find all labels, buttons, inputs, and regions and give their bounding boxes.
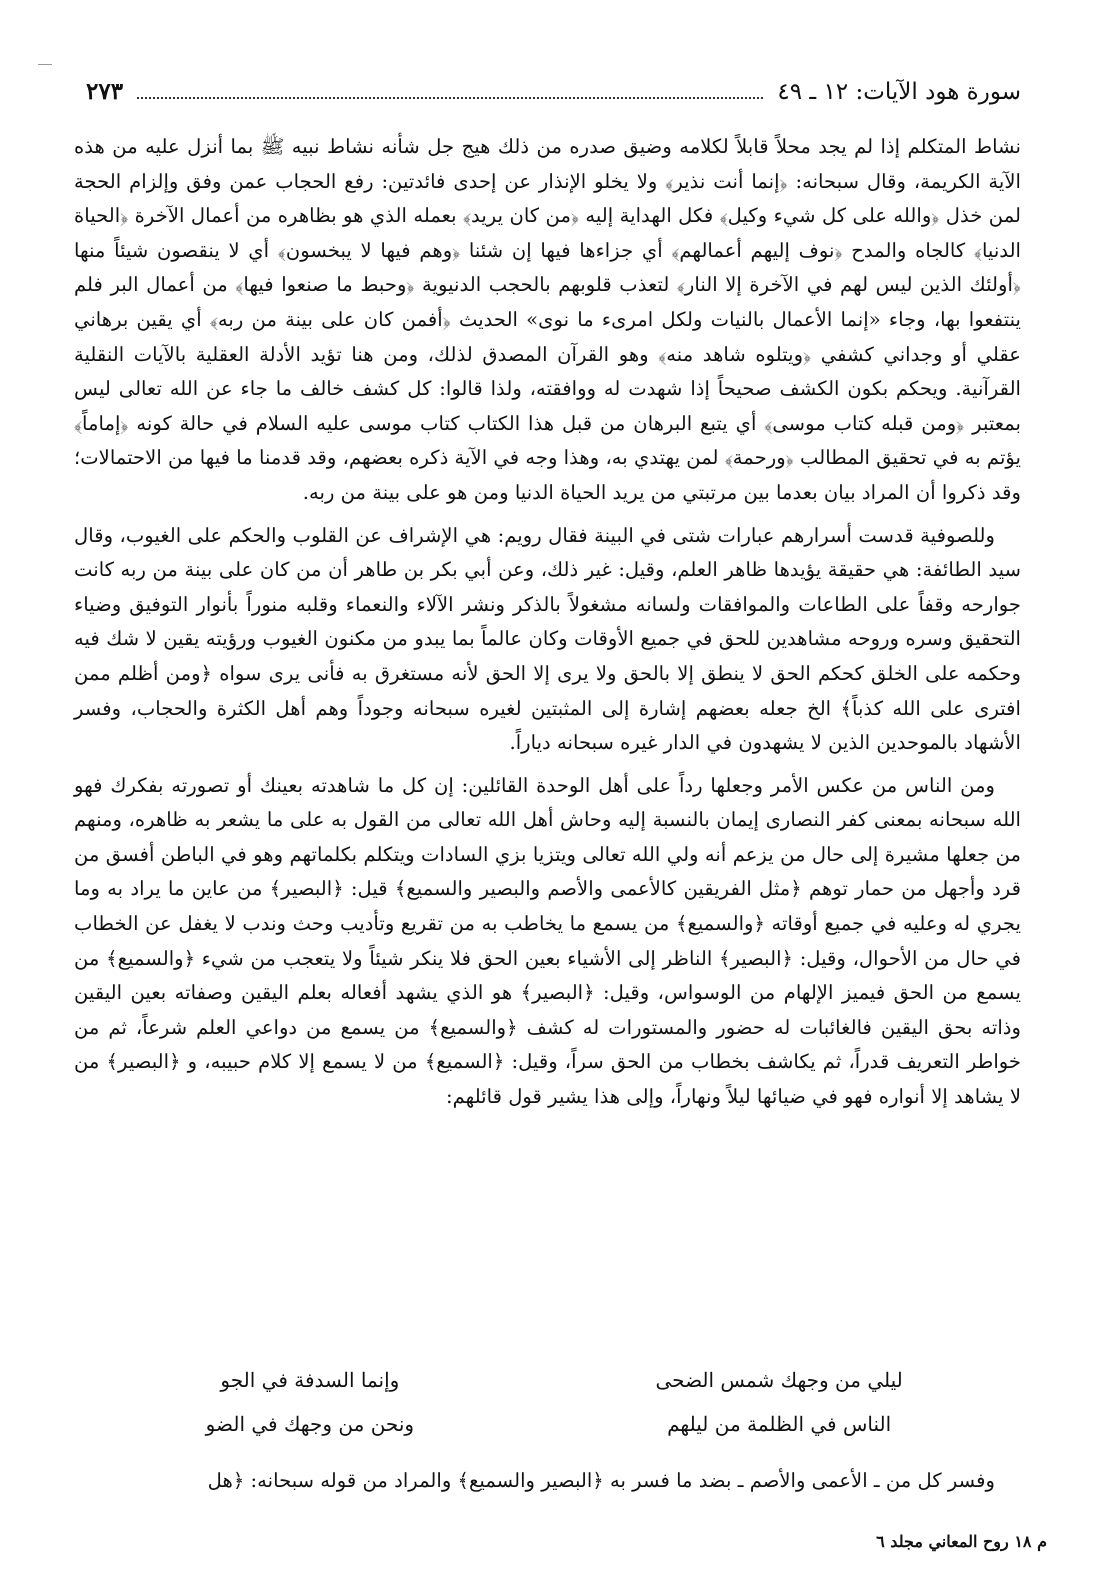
paragraph: نشاط المتكلم إذا لم يجد محلاً قابلاً لكلامه وضيق صدره من ذلك هيج جل شأنه نشاط نبيه ﷺ بما أنزل عليه من هذه الآية الكريمة، وقال سبحانه: ﴿إنما أنت نذير﴾ ولا يخلو الإنذار عن إحدى فائدتين: رفع الحجاب عمن وفق وإلزام الحجة لمن خذل ﴿والله على كل شيء وكيل﴾ فكل الهداية إليه ﴿من كان يريد﴾ بعمله الذي هو بظاهره من أعمال الآخرة ﴿الحياة الدنيا﴾ كالجاه والمدح ﴿نوف إليهم أعمالهم﴾ أي جزاءها فيها إن شئنا ﴿وهم فيها لا يبخسون﴾ أي لا ينقصون شيئاً منها ﴿أولئك الذين ليس لهم في الآخرة إلا النار﴾ لتعذب قلوبهم بالحجب الدنيوية ﴿وحبط ما صنعوا فيها﴾ من أعمال البر فلم ينتفعوا بها، وجاء «إنما الأعمال بالنيات ولكل امرىء ما نوى» الحديث ﴿أفمن كان على بينة من ربه﴾ أي يقين برهاني عقلي أو وجداني كشفي ﴿ويتلوه شاهد منه﴾ وهو القرآن المصدق لذلك، ومن هنا تؤيد الأدلة العقلية بالآيات النقلية القرآنية. ويحكم بكون الكشف صحيحاً إذا شهدت له ووافقته، ولذا قالوا: كل كشف خالف ما جاء عن الله تعالى ليس بمعتبر ﴿ومن قبله كتاب موسى﴾ أي يتبع البرهان من قبل هذا الكتاب كتاب موسى عليه السلام في حالة كونه ﴿إماماً﴾ يؤتم به في تحقيق المطالب ﴿ورحمة﴾ لمن يهتدي به، وهذا وجه في الآية ذكره بعضهم، وقد قدمنا ما فيها من الاحتمالات؛ وقد ذكروا أن المراد بيان بعدما بين مرتبتي من يريد الحياة الدنيا ومن هو على بينة من ربه. bbox=[74, 135, 1021, 504]
poem-hemistich-second: ونحن من وجهك في الضو bbox=[205, 1412, 415, 1436]
poem-verses bbox=[110, 1358, 979, 1446]
poem-hemistich-second: وإنما السدفة في الجو bbox=[220, 1368, 400, 1392]
commentary-body bbox=[74, 130, 1021, 1115]
paragraph: وللصوفية قدست أسرارهم عبارات شتى في البينة فقال رويم: هي الإشراف عن القلوب والحكم على الغيوب، وقال سيد الطائفة: هي حقيقة يؤيدها ظاهر العلم، وقيل: غير ذلك، وعن أبي بكر بن طاهر أن من كان على بينة من ربه كانت جوارحه وقفاً على الطاعات والموافقات ولسانه مشغولاً بالذكر ونشر الآلاء والنعماء وقلبه منوراً بأنوار التوفيق وضياء التحقيق وسره وروحه مشاهدين للحق في جميع الأوقات وكان عالماً بما يبدو من مكنون الغيوب ورؤيته يقين لا شك فيه وحكمه على الخلق كحكم الحق لا ينطق إلا بالحق ولا يرى إلا الحق لأنه مستغرق به فأنى يرى سواه ﴿ومن أظلم ممن افترى على الله كذباً﴾ الخ جعله بعضهم إشارة إلى المثبتين لغيره سبحانه وجوداً وهم أهل الكثرة والحجاب، وفسر الأشهاد بالموحدين الذين لا يشهدون في الدار غيره سبحانه دياراً. bbox=[74, 523, 1021, 755]
surah-title: سورة هود الآيات: ١٢ ـ ٤٩ bbox=[777, 79, 1021, 105]
poem-line bbox=[110, 1358, 979, 1402]
poem-hemistich-first: ليلي من وجهك شمس الضحى bbox=[655, 1368, 903, 1392]
poem-line bbox=[110, 1402, 979, 1446]
running-head bbox=[86, 78, 1021, 112]
page-number: ٢٧٣ bbox=[86, 78, 124, 105]
closing-line: وفسر كل من ـ الأعمى والأصم ـ بضد ما فسر به ﴿البصير والسميع﴾ والمراد من قوله سبحانه: ﴿هل bbox=[207, 1469, 995, 1492]
poem-hemistich-first: الناس في الظلمة من ليلهم bbox=[667, 1412, 892, 1436]
corner-mark bbox=[38, 64, 52, 65]
paragraph: ومن الناس من عكس الأمر وجعلها رداً على أهل الوحدة القائلين: إن كل ما شاهدته بعينك أو تصورته بفكرك فهو الله سبحانه بمعنى كفر النصارى إيمان بالنسبة إليه وحاش أهل الله تعالى من القول به على ما يشعر به ظاهره، ومنهم من جعلها مشيرة إلى حال من يزعم أنه ولي الله تعالى ويتزيا بزي السادات ويتكلم بكلماتهم وهو في الباطن أفسق من قرد وأجهل من حمار توهم ﴿مثل الفريقين كالأعمى والأصم والبصير والسميع﴾ قيل: ﴿البصير﴾ من عاين ما يراد به وما يجري له وعليه في جميع أوقاته ﴿والسميع﴾ من يسمع ما يخاطب به من تقريع وتأديب وحث وندب لا يغفل عن الخطاب في حال من الأحوال، وقيل: ﴿البصير﴾ الناظر إلى الأشياء بعين الحق فلا ينكر شيئاً ولا يتعجب من شيء ﴿والسميع﴾ من يسمع من الحق فيميز الإلهام من الوسواس، وقيل: ﴿البصير﴾ هو الذي يشهد أفعاله بعلم اليقين وصفاته بعين اليقين وذاته بحق اليقين فالغائبات له حضور والمستورات له كشف ﴿والسميع﴾ من يسمع من دواعي العلم شرعاً، ثم من خواطر التعريف قدراً، ثم يكاشف بخطاب من الحق سراً، وقيل: ﴿السميع﴾ من لا يسمع إلا كلام حبيبه، و ﴿البصير﴾ من لا يشاهد إلا أنواره فهو في ضيائها ليلاً ونهاراً، وإلى هذا يشير قول قائلهم: bbox=[74, 773, 1021, 1109]
signature-mark: م ١٨ روح المعاني مجلد ٦ bbox=[876, 1532, 1047, 1551]
dot-leader bbox=[137, 81, 763, 99]
